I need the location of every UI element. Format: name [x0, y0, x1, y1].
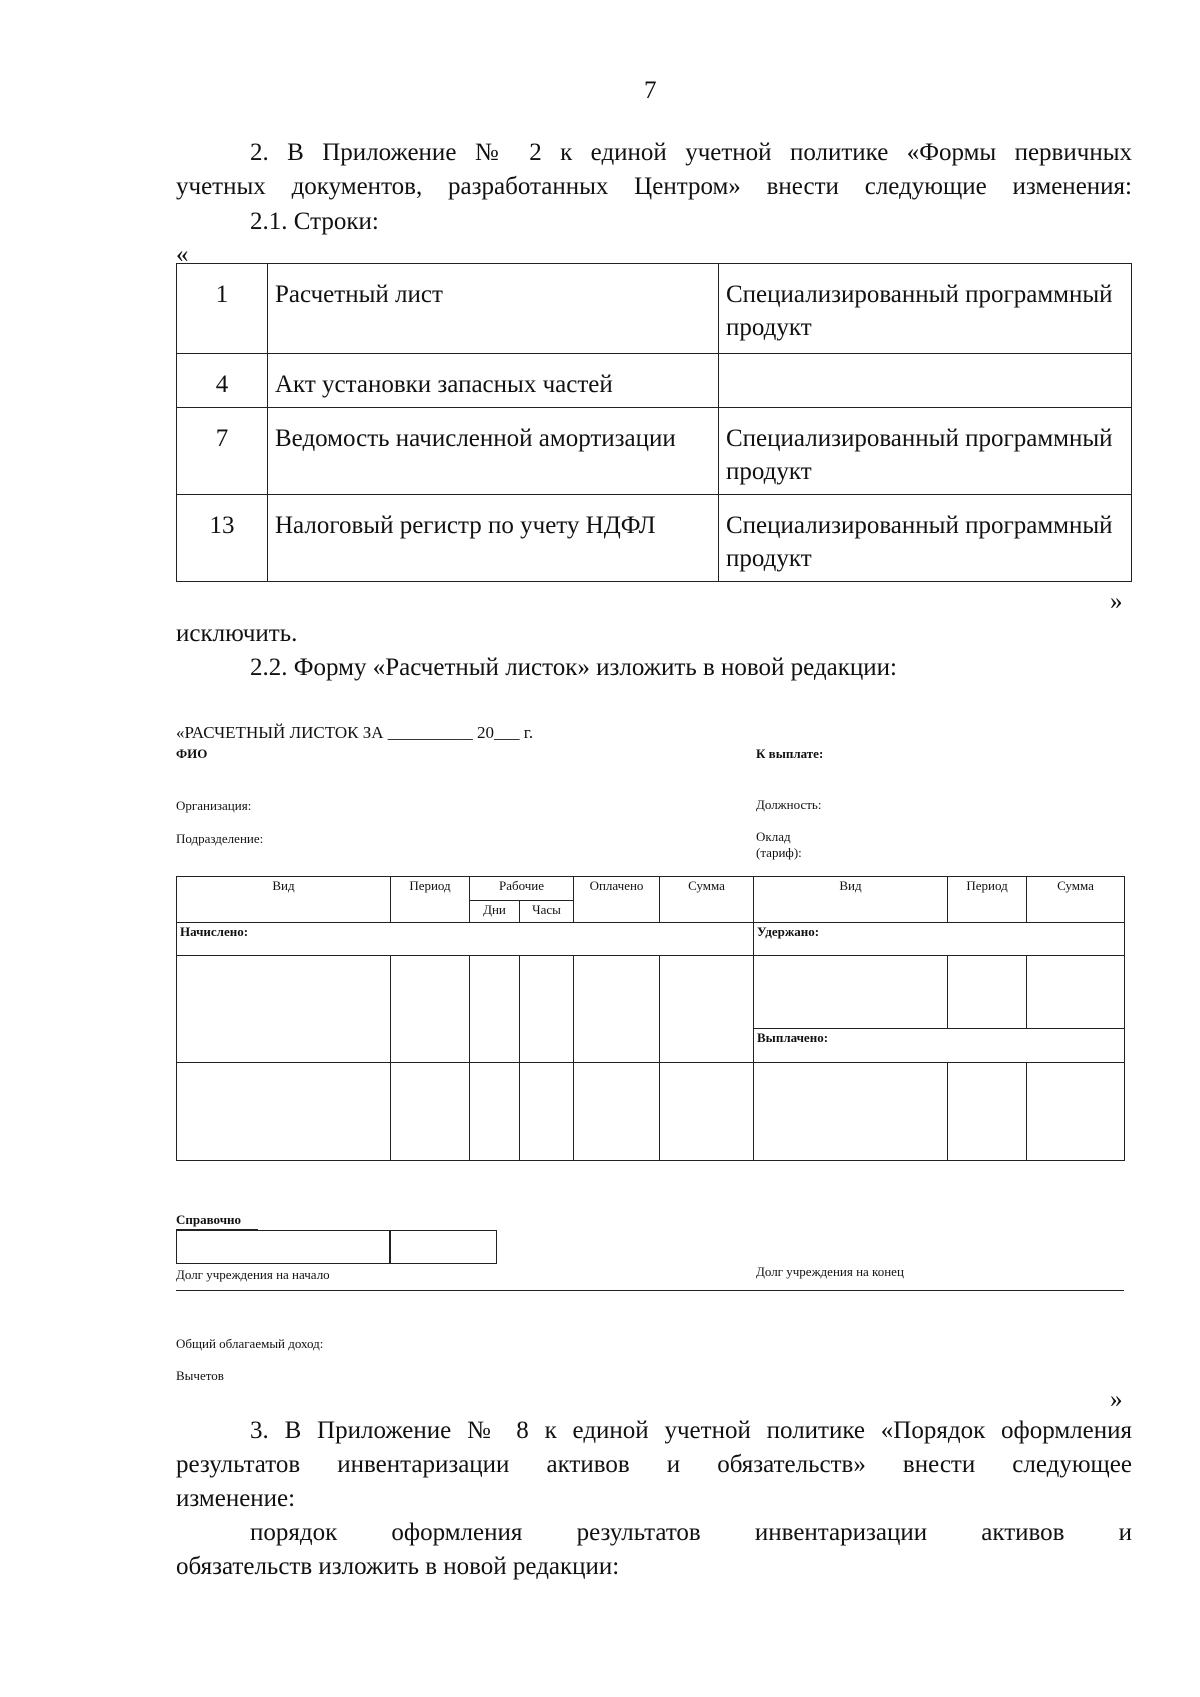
row-number: 7 — [177, 408, 268, 495]
table-header-row — [177, 877, 1125, 901]
header-sum: Сумма — [660, 877, 754, 923]
section3-line1: 3. В Приложение № 8 к единой учетной политике «Порядок оформления — [250, 1417, 1132, 1444]
empty-cell — [391, 1063, 470, 1161]
debt-start-box-right — [390, 1230, 497, 1264]
table-row — [177, 354, 1132, 408]
section3-line2: результатов инвентаризации активов и обязательств» внести следующее — [176, 1451, 1132, 1478]
withheld-label: Удержано: — [754, 923, 1125, 956]
debt-start-label: Долг учреждения на начало — [176, 1267, 330, 1282]
debt-end-label: Долг учреждения на конец — [756, 1264, 904, 1279]
table-row — [177, 408, 1132, 495]
header-work: Рабочие — [470, 877, 574, 901]
payslip-table — [176, 876, 1125, 1161]
empty-cell — [470, 956, 520, 1063]
header-period-right: Период — [948, 877, 1027, 923]
table-row — [177, 1063, 1125, 1161]
row-name: Расчетный лист — [268, 264, 719, 354]
empty-cell — [177, 1063, 391, 1161]
section2-line2: учетных документов, разработанных Центром» внести следующие изменения: — [176, 173, 1132, 200]
empty-cell — [660, 956, 754, 1063]
empty-cell — [470, 1063, 520, 1161]
row-number: 4 — [177, 354, 268, 408]
empty-cell — [948, 956, 1027, 1029]
row-number: 13 — [177, 495, 268, 582]
header-days: Дни — [470, 901, 520, 923]
row-form: Специализированный программный продукт — [719, 495, 1132, 582]
empty-cell — [948, 1063, 1027, 1161]
deductions-label: Вычетов — [176, 1368, 224, 1383]
payslip-to-pay: К выплате: — [756, 746, 824, 761]
empty-cell — [574, 1063, 660, 1161]
open-quote: « — [176, 241, 189, 268]
table-row — [177, 264, 1132, 354]
header-paid: Оплачено — [574, 877, 660, 923]
header-type-right: Вид — [754, 877, 948, 923]
row-number: 1 — [177, 264, 268, 354]
debt-start-box-left — [176, 1230, 390, 1264]
empty-cell — [660, 1063, 754, 1161]
payslip-department: Подразделение: — [176, 831, 264, 846]
empty-cell — [574, 956, 660, 1063]
row-name: Налоговый регистр по учету НДФЛ — [268, 495, 719, 582]
close-quote: » — [1110, 588, 1123, 615]
payslip-organization: Организация: — [176, 798, 252, 813]
section3-line4: порядок оформления результатов инвентаризации активов и — [250, 1519, 1132, 1546]
section2-line1: 2. В Приложение № 2 к единой учетной политике «Формы первичных — [250, 139, 1132, 166]
section2-sub1: 2.1. Строки: — [250, 208, 379, 235]
section2-sub2: 2.2. Форму «Расчетный листок» изложить в новой редакции: — [250, 654, 897, 681]
payslip-salary-label2: (тариф): — [756, 845, 802, 860]
payslip-close-quote: » — [1110, 1386, 1123, 1413]
table-row — [177, 495, 1132, 582]
empty-cell — [1027, 1063, 1125, 1161]
row-name: Акт установки запасных частей — [268, 354, 719, 408]
reference-label: Справочно — [176, 1212, 242, 1227]
accrued-label: Начислено: — [177, 923, 754, 956]
row-form — [719, 354, 1132, 408]
header-type: Вид — [177, 877, 391, 923]
table-row — [177, 956, 1125, 1029]
taxable-income-label: Общий облагаемый доход: — [176, 1336, 324, 1351]
empty-cell — [520, 956, 574, 1063]
row-form: Специализированный программный продукт — [719, 264, 1132, 354]
paid-out-label: Выплачено: — [754, 1029, 1125, 1063]
header-period: Период — [391, 877, 470, 923]
empty-cell — [754, 1063, 948, 1161]
payslip-position: Должность: — [756, 797, 822, 812]
row-form: Специализированный программный продукт — [719, 408, 1132, 495]
payslip-fio: ФИО — [176, 746, 208, 761]
payslip-salary-label1: Оклад — [756, 829, 791, 844]
page-number: 7 — [644, 77, 657, 104]
header-sum-right: Сумма — [1027, 877, 1125, 923]
header-hours: Часы — [520, 901, 574, 923]
empty-cell — [1027, 956, 1125, 1029]
empty-cell — [520, 1063, 574, 1161]
section3-line3: изменение: — [176, 1485, 296, 1512]
section3-line5: обязательств изложить в новой редакции: — [176, 1553, 620, 1580]
separator-line — [176, 1290, 1124, 1291]
empty-cell — [754, 956, 948, 1029]
empty-cell — [391, 956, 470, 1063]
empty-cell — [177, 956, 391, 1063]
document-rows-table — [176, 263, 1132, 582]
payslip-title: «РАСЧЕТНЫЙ ЛИСТОК ЗА __________ 20___ г. — [176, 723, 534, 742]
row-name: Ведомость начисленной амортизации — [268, 408, 719, 495]
exclude-text: исключить. — [176, 620, 298, 647]
table-row — [177, 923, 1125, 956]
